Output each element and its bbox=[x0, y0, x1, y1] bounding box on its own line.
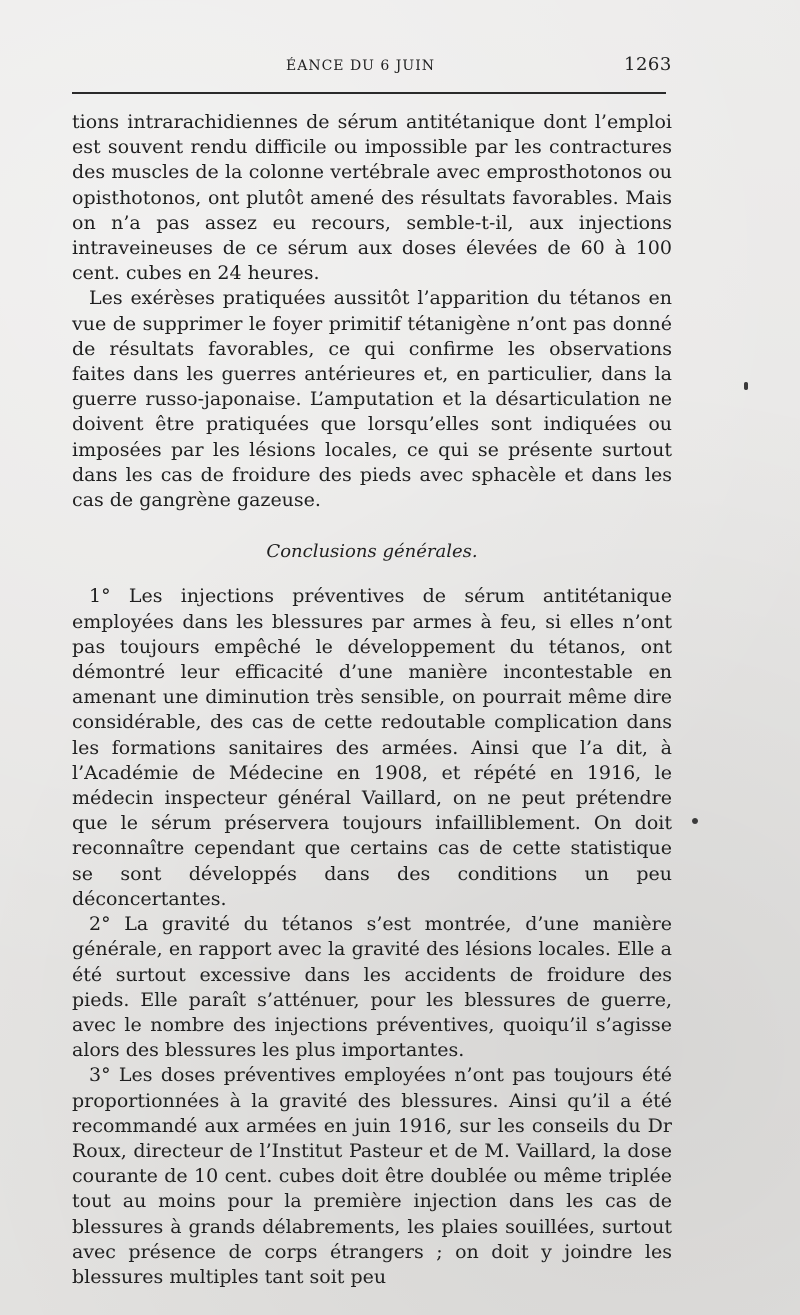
section-heading: Conclusions générales. bbox=[266, 541, 478, 563]
page-number: 1263 bbox=[624, 54, 672, 75]
paragraph-exereses: Les exérèses pratiquées aussitôt l’apparition du tétanos en vue de supprimer le foyer primitif tétanigène n’ont pas donné de résultats favorables, ce qui confirme les observations faites dans les guerres antérieures et, en particulier, dans la guerre russo-japonaise. L’amputation et la désarticulation ne doivent être pratiquées que lorsqu’elles sont indiquées ou imposées par les lésions locales, ce qui se présente surtout dans les cas de froidure des pieds avec sphacèle et dans les cas de gangrène gazeuse. bbox=[72, 287, 672, 512]
running-head bbox=[0, 52, 800, 82]
paragraph-continuation: tions intrarachidiennes de sérum antitétanique dont l’emploi est souvent rendu difficile ou impossible par les contractures des muscles de la colonne vertébrale avec emprosthotonos ou opisthotonos, ont plutôt amené des résultats favorables. Mais on n’a pas assez eu recours, semble-t-il, aux injections intraveineuses de ce sérum aux doses élevées de 60 à 100 cent. cubes en 24 heures. bbox=[72, 111, 672, 285]
paragraph-conclusion-1: 1° Les injections préventives de sérum antitétanique employées dans les blessures par armes à feu, si elles n’ont pas toujours empêché le développement du tétanos, ont démontré leur efficacité d’une manière incontestable en amenant une diminution très sensible, on pourrait même dire considérable, des cas de cette redoutable complication dans les formations sanitaires des armées. Ainsi que l’a dit, à l’Académie de Médecine en 1908, et répété en 1916, le médecin inspecteur général Vaillard, on ne peut prétendre que le sérum préservera toujours infailliblement. On doit reconnaître cependant que certains cas de cette statistique se sont développés dans des conditions un peu déconcertantes. bbox=[72, 585, 672, 910]
running-head-title: ÉANCE DU 6 JUIN bbox=[286, 58, 435, 74]
paragraph-conclusion-2: 2° La gravité du tétanos s’est montrée, d’une manière générale, en rapport avec la gravité des lésions locales. Elle a été surtout excessive dans les accidents de froidure des pieds. Elle paraît s’atténuer, pour les blessures de guerre, avec le nombre des injections préventives, quoiqu’il s’agisse alors des blessures les plus importantes. bbox=[72, 913, 672, 1062]
paragraph-conclusion-3: 3° Les doses préventives employées n’ont pas toujours été proportionnées à la gravité des blessures. Ainsi qu’il a été recommandé aux armées en juin 1916, sur les conseils du Dr Roux, directeur de l’Institut Pasteur et de M. Vaillard, la dose courante de 10 cent. cubes doit être doublée ou même triplée tout au moins pour la première injection dans les cas de blessures à grands délabrements, les plaies souillées, surtout avec présence de corps étrangers ; on doit y joindre les blessures multiples tant soit peu bbox=[72, 1064, 672, 1288]
header-rule bbox=[72, 92, 666, 94]
margin-speck bbox=[692, 818, 698, 824]
margin-speck bbox=[744, 382, 748, 390]
body-text bbox=[72, 110, 672, 1290]
